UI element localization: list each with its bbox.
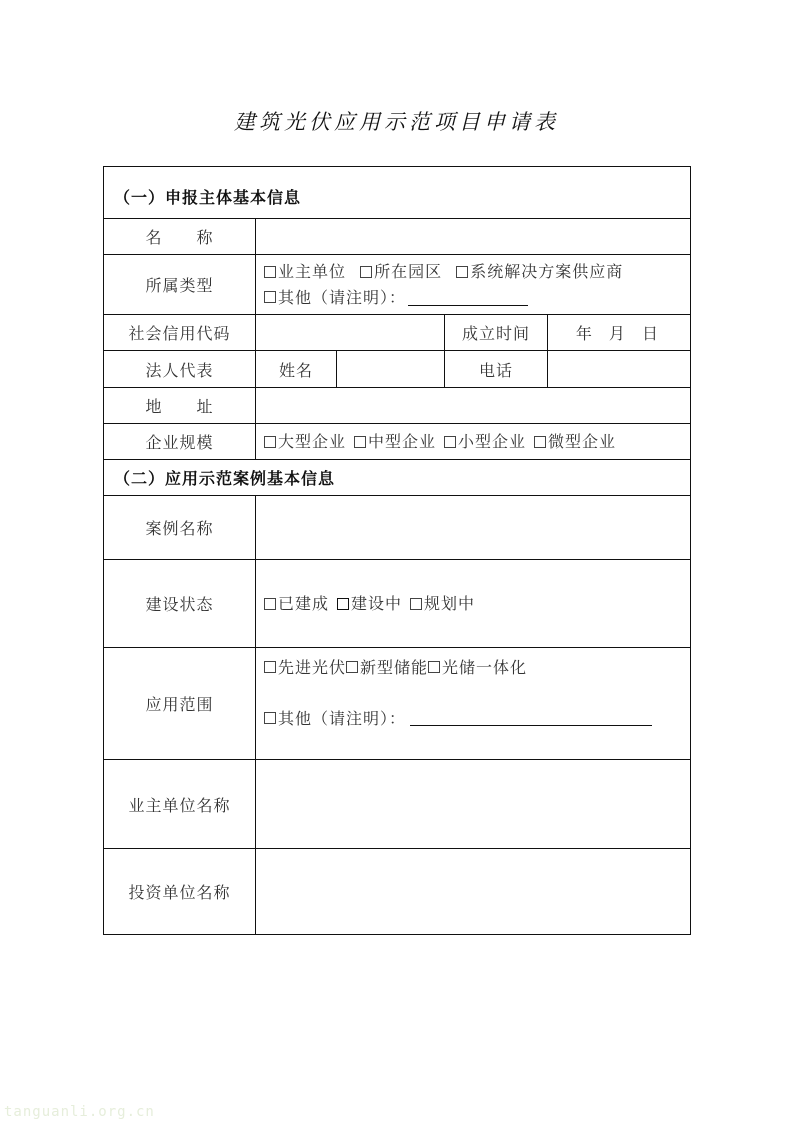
phone-label: 电话 (444, 351, 547, 387)
scope-option-other[interactable]: 其他（请注明）： (264, 706, 406, 729)
credit-code-row (104, 315, 690, 351)
address-row (104, 388, 690, 424)
form-title: 建筑光伏应用示范项目申请表 (234, 110, 559, 134)
case-name-row (104, 496, 690, 560)
status-options (255, 560, 690, 647)
scale-option-medium[interactable]: 中型企业 (354, 429, 436, 454)
section2-heading: （二）应用示范案例基本信息 (114, 469, 336, 488)
address-input[interactable] (255, 388, 690, 423)
name-label: 名 称 (145, 228, 214, 247)
checkbox-icon[interactable] (264, 712, 276, 724)
status-row (104, 560, 690, 648)
checkbox-icon[interactable] (410, 598, 422, 610)
scope-option-advanced-pv[interactable]: 先进光伏 (264, 655, 346, 678)
status-option-under-construction[interactable]: 建设中 (337, 591, 402, 616)
checkbox-icon[interactable] (360, 266, 372, 278)
type-option-owner[interactable]: 业主单位 (264, 259, 346, 284)
phone-input[interactable] (547, 351, 690, 387)
credit-code-input[interactable] (255, 315, 444, 350)
legal-rep-name-input[interactable] (336, 351, 444, 387)
owner-label: 业主单位名称 (128, 795, 231, 815)
application-form (103, 166, 691, 935)
scope-options (255, 648, 690, 759)
case-name-input[interactable] (255, 496, 690, 559)
scale-row (104, 424, 690, 460)
type-options (255, 255, 690, 314)
section1-heading-row (104, 167, 690, 219)
established-label: 成立时间 (444, 315, 547, 350)
scope-row (104, 648, 690, 760)
scope-option-new-storage[interactable]: 新型储能 (346, 655, 428, 678)
checkbox-icon[interactable] (264, 661, 276, 673)
legal-rep-row (104, 351, 690, 388)
investor-row (104, 849, 690, 934)
type-row (104, 255, 690, 315)
checkbox-icon[interactable] (354, 436, 366, 448)
scope-option-pv-storage[interactable]: 光储一体化 (428, 655, 527, 678)
type-other-input[interactable] (408, 289, 528, 306)
type-option-other[interactable]: 其他（请注明）： (264, 285, 528, 310)
section2-heading-row (104, 460, 690, 496)
type-label: 所属类型 (145, 276, 214, 295)
case-name-label: 案例名称 (145, 519, 214, 538)
name-input[interactable] (255, 219, 690, 254)
checkbox-icon[interactable] (264, 598, 276, 610)
owner-row (104, 760, 690, 849)
scale-option-micro[interactable]: 微型企业 (534, 429, 616, 454)
type-option-park[interactable]: 所在园区 (360, 259, 442, 284)
checkbox-icon[interactable] (428, 661, 440, 673)
investor-input[interactable] (255, 849, 690, 934)
section1-heading: （一）申报主体基本信息 (114, 188, 302, 207)
scale-option-large[interactable]: 大型企业 (264, 429, 346, 454)
checkbox-icon[interactable] (264, 291, 276, 303)
checkbox-icon[interactable] (264, 436, 276, 448)
checkbox-icon[interactable] (456, 266, 468, 278)
legal-rep-label: 法人代表 (145, 360, 214, 380)
scope-label: 应用范围 (145, 695, 214, 714)
scope-other-input[interactable] (410, 709, 652, 726)
type-option-solution-provider[interactable]: 系统解决方案供应商 (456, 259, 623, 284)
legal-rep-name-label: 姓名 (255, 351, 336, 387)
status-label: 建设状态 (145, 595, 214, 614)
credit-code-label: 社会信用代码 (128, 324, 231, 343)
status-option-planned[interactable]: 规划中 (410, 591, 475, 616)
checkbox-icon[interactable] (264, 266, 276, 278)
scale-label: 企业规模 (145, 433, 214, 452)
scale-option-small[interactable]: 小型企业 (444, 429, 526, 454)
status-option-completed[interactable]: 已建成 (264, 591, 329, 616)
scale-options (255, 424, 690, 459)
watermark: tanguanli.org.cn (4, 1104, 155, 1120)
address-label: 地 址 (145, 397, 214, 416)
checkbox-icon[interactable] (444, 436, 456, 448)
name-row (104, 219, 690, 255)
investor-label: 投资单位名称 (128, 883, 231, 902)
owner-input[interactable] (255, 760, 690, 848)
checkbox-icon[interactable] (337, 598, 349, 610)
checkbox-icon[interactable] (534, 436, 546, 448)
checkbox-icon[interactable] (346, 661, 358, 673)
established-date-input[interactable]: 年 月 日 (547, 315, 690, 350)
